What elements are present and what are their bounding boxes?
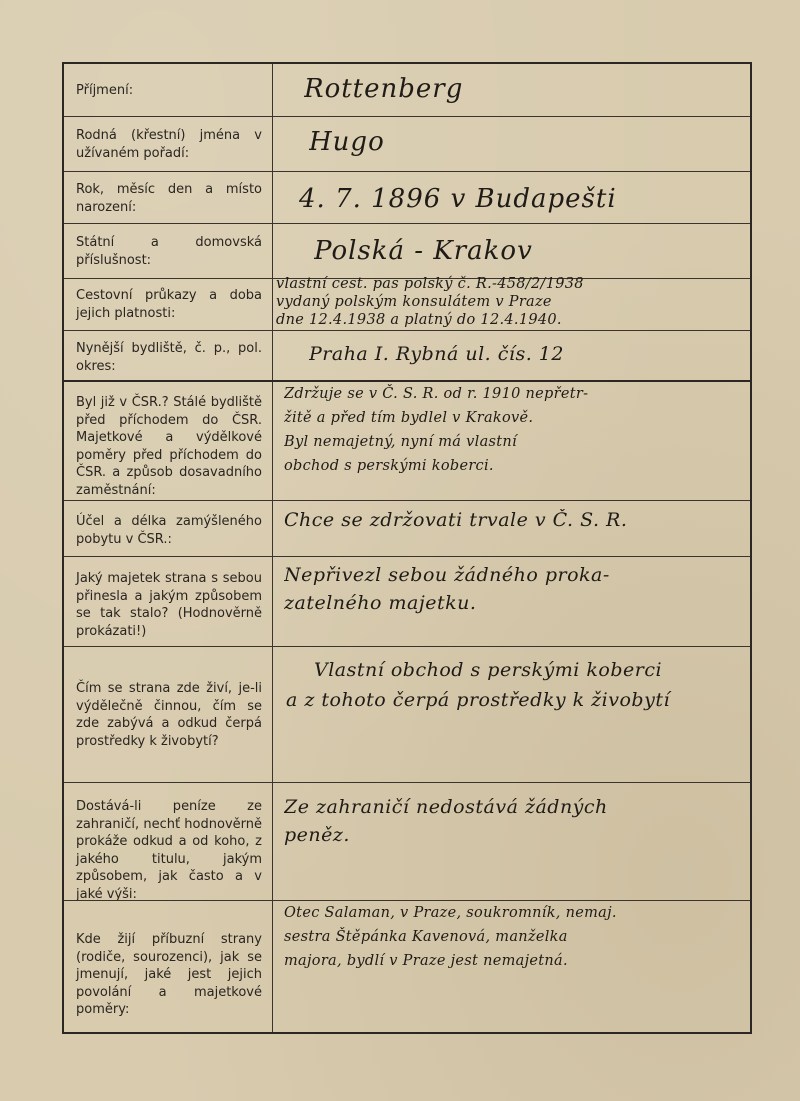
- label-foreign-money: Dostává-li peníze ze zahraničí, nechť hodnověrně prokáže odkud a od koho, z jakého titulu, jakým způsobem, jak často a v jaké výši:: [76, 799, 262, 902]
- registration-form: [62, 62, 752, 1034]
- label-birth: Rok, měsíc den a místo narození:: [76, 182, 262, 215]
- answer-property: [284, 561, 746, 617]
- label-given-names: Rodná (křestní) jména v užívaném pořadí:: [76, 128, 262, 161]
- row-residence: [64, 330, 750, 380]
- label-previous-stay: Byl již v ČSR.? Stálé bydliště před příchodem do ČSR. Majetkové a výdělkové poměry před příchodem do ČSR. a způsob dosavadního zaměstnání:: [76, 395, 262, 498]
- answer-property-line: Nepřivezl sebou žádného proka-: [284, 564, 610, 586]
- label-surname: Příjmení:: [76, 83, 134, 98]
- label-relatives: Kde žijí příbuzní strany (rodiče, sourozenci), jak se jmenují, jaké jest jejich povolání a majetkové poměry:: [76, 932, 262, 1017]
- row-livelihood: [64, 646, 750, 782]
- row-relatives: [64, 900, 750, 1034]
- answer-livelihood: [286, 655, 746, 715]
- answer-passports-line: vydaný polským konsulátem v Praze: [276, 294, 552, 310]
- label-residence: Nynější bydliště, č. p., pol. okres:: [76, 341, 262, 374]
- answer-foreign-money-line: Ze zahraničí nedostává žádných: [284, 796, 608, 818]
- answer-previous-stay-line: Byl nemajetný, nyní má vlastní: [284, 434, 517, 450]
- answer-relatives-line: sestra Štěpánka Kavenová, manželka: [284, 929, 568, 945]
- answer-previous-stay-line: žitě a před tím bydlel v Krakově.: [284, 410, 534, 426]
- answer-surname: Rottenberg: [304, 74, 464, 104]
- answer-foreign-money-line: peněz.: [284, 824, 350, 846]
- answer-relatives-line: majora, bydlí v Praze jest nemajetná.: [284, 953, 568, 969]
- label-livelihood: Čím se strana zde živí, je-li výdělečně činnou, čím se zde zabývá a odkud čerpá prostředky k živobytí?: [76, 681, 262, 749]
- row-property: [64, 556, 750, 646]
- row-passports: [64, 278, 750, 330]
- label-property: Jaký majetek strana s sebou přinesla a jakým způsobem se tak stalo? (Hodnověrně prokázati!): [76, 571, 262, 639]
- answer-livelihood-line: a z tohoto čerpá prostředky k živobytí: [286, 689, 671, 711]
- row-purpose: [64, 500, 750, 556]
- answer-passports: [276, 275, 746, 329]
- row-surname: [64, 64, 750, 116]
- answer-previous-stay: [284, 382, 746, 478]
- label-passports: Cestovní průkazy a doba jejich platnosti:: [76, 288, 262, 321]
- answer-relatives: [284, 901, 746, 973]
- answer-passports-line: vlastní cest. pas polský č. R.-458/2/1938: [276, 276, 584, 292]
- answer-passports-line: dne 12.4.1938 a platný do 12.4.1940.: [276, 312, 562, 328]
- row-given-names: [64, 116, 750, 171]
- row-birth: [64, 171, 750, 223]
- answer-given-names: Hugo: [309, 127, 385, 157]
- label-citizenship: Státní a domovská příslušnost:: [76, 235, 262, 268]
- row-citizenship: [64, 223, 750, 278]
- answer-livelihood-line: Vlastní obchod s perskými koberci: [314, 659, 663, 681]
- answer-previous-stay-line: obchod s perskými koberci.: [284, 458, 494, 474]
- answer-birth: 4. 7. 1896 v Budapešti: [299, 184, 617, 214]
- answer-previous-stay-line: Zdržuje se v Č. S. R. od r. 1910 nepřetr-: [284, 386, 589, 402]
- label-purpose: Účel a délka zamýšleného pobytu v ČSR.:: [76, 514, 262, 547]
- row-foreign-money: [64, 782, 750, 900]
- answer-foreign-money: [284, 793, 746, 849]
- answer-relatives-line: Otec Salaman, v Praze, soukromník, nemaj.: [284, 905, 617, 921]
- row-previous-stay: [64, 380, 750, 500]
- answer-property-line: zatelného majetku.: [284, 592, 477, 614]
- answer-residence: Praha I. Rybná ul. čís. 12: [309, 343, 564, 365]
- answer-citizenship: Polská - Krakov: [314, 236, 533, 266]
- answer-purpose: Chce se zdržovati trvale v Č. S. R.: [284, 509, 628, 531]
